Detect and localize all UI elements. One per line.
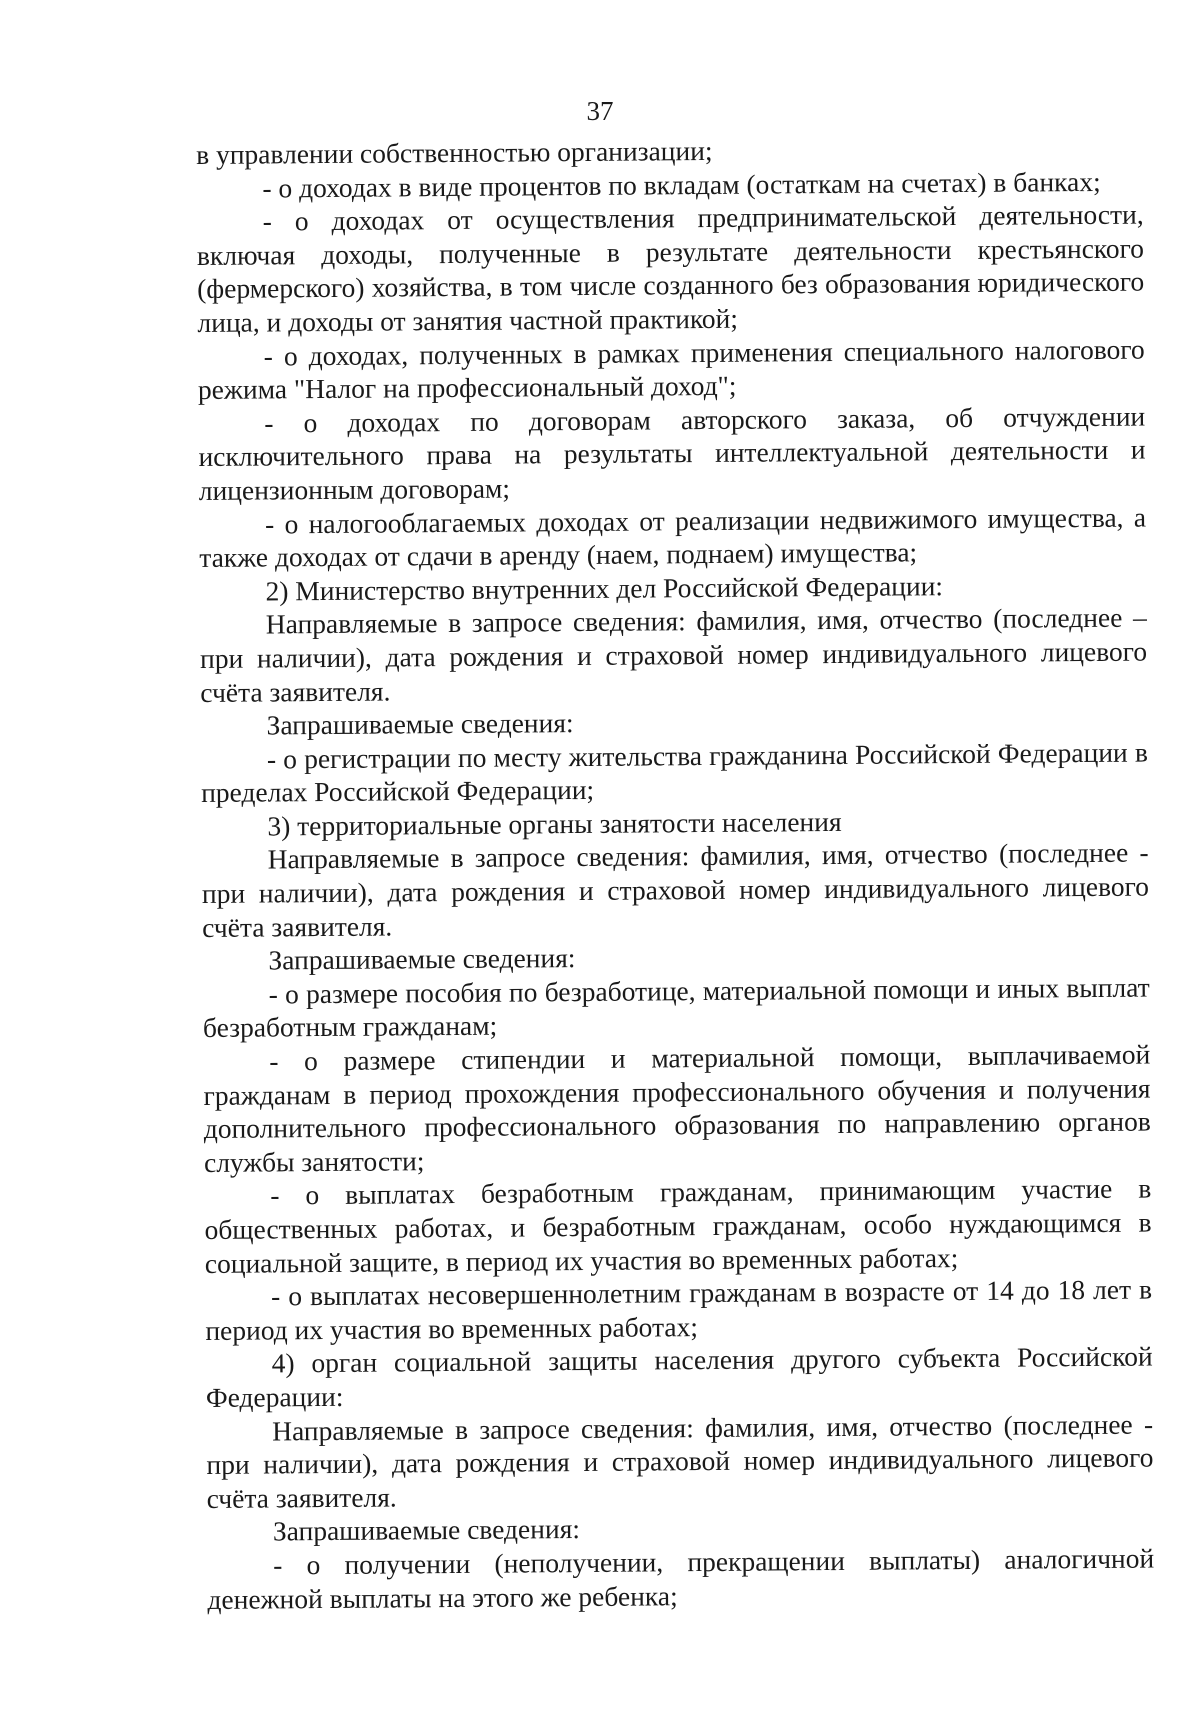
paragraph: Направляемые в запросе сведения: фамилия, имя, отчество (последнее – при наличии), дата рождения и страховой номер индивидуального лицевого счёта заявителя. (199, 601, 1148, 708)
paragraph: - о регистрации по месту жительства гражданина Российской Федерации в пределах Российской Федерации; (201, 736, 1148, 809)
paragraph: 4) орган социальной защиты населения другого субъекта Российской Федерации: (205, 1340, 1153, 1413)
paragraph: Направляемые в запросе сведения: фамилия, имя, отчество (последнее - при наличии), дата рождения и страховой номер индивидуального лицевого счёта заявителя. (206, 1408, 1154, 1514)
page-number: 37 (586, 96, 614, 126)
paragraph: - о размере стипендии и материальной помощи, выплачиваемой гражданам в период прохождения профессионального обучения и получения дополнительного профессионального образования по направлению органов службы занятости; (203, 1038, 1151, 1178)
paragraph: Запрашиваемые сведения: (266, 707, 574, 741)
paragraph: - о размере пособия по безработице, материальной помощи и иных выплат безработным гражданам; (202, 971, 1150, 1044)
document-body (196, 131, 1155, 1617)
paragraph: - о выплатах несовершеннолетним гражданам в возрасте от 14 до 18 лет в период их участия во временных работах; (205, 1273, 1153, 1346)
paragraph: 2) Министерство внутренних дел Российской Федерации: (265, 569, 944, 607)
paragraph: - о доходах в виде процентов по вкладам (остаткам на счетах) в банках; (262, 165, 1101, 204)
paragraph: Запрашиваемые сведения: (272, 1513, 581, 1547)
paragraph: Запрашиваемые сведения: (268, 942, 576, 976)
paragraph: - о доходах, полученных в рамках применения специального налогового режима "Налог на профессиональный доход"; (197, 333, 1145, 406)
paragraph: в управлении собственностью организации; (196, 134, 713, 170)
paragraph: - о доходах от осуществления предпринимательской деятельности, включая доходы, полученные в результате деятельности крестьянского (фермерского) хозяйства, в том числе созданного без образования юридического лица, и доходы от занятия частной практикой; (196, 198, 1145, 338)
paragraph: - о доходах по договорам авторского заказа, об отчуждении исключительного права на результаты интеллектуальной деятельности и лицензионным договорам; (198, 400, 1146, 506)
paragraph: Направляемые в запросе сведения: фамилия, имя, отчество (последнее - при наличии), дата рождения и страховой номер индивидуального лицевого счёта заявителя. (201, 837, 1150, 943)
paragraph: - о выплатах безработным гражданам, принимающим участие в общественных работах, и безработным гражданам, особо нуждающимся в социальной защите, в период их участия во временных работах; (204, 1172, 1152, 1279)
paragraph: - о получении (неполучении, прекращении выплаты) аналогичной денежной выплаты на этого же ребенка; (207, 1542, 1155, 1615)
paragraph: 3) территориальные органы занятости населения (267, 805, 842, 842)
paragraph: - о налогооблагаемых доходах от реализации недвижимого имущества, а также доходах от сдачи в аренду (наем, поднаем) имущества; (199, 501, 1147, 574)
